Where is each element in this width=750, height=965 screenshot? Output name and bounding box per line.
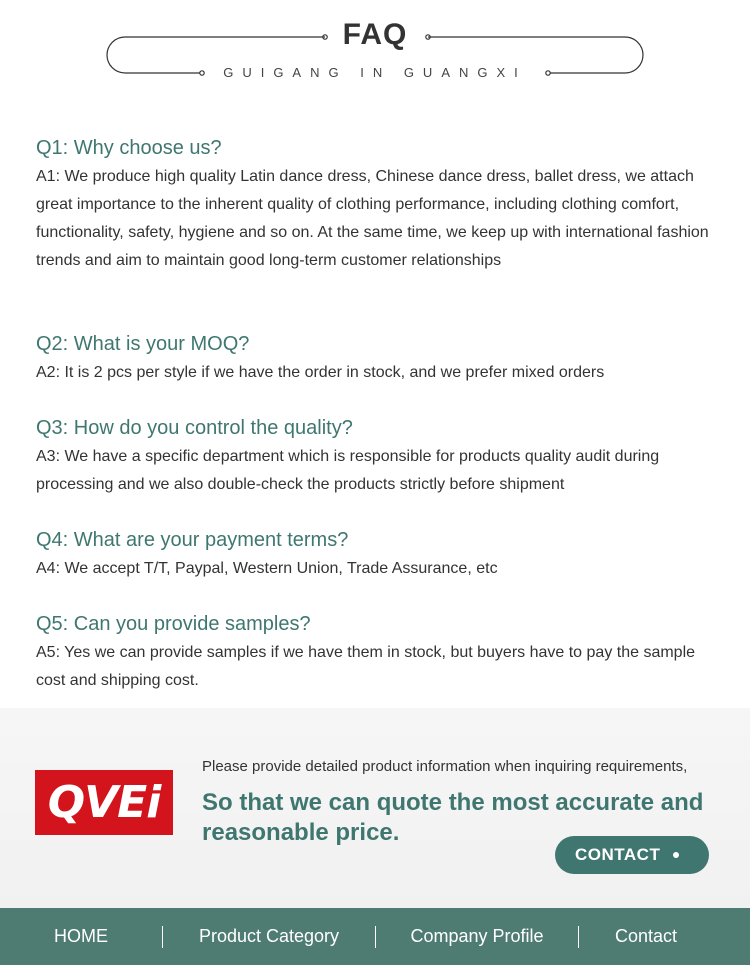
faq-question-3: Q3: How do you control the quality? (36, 417, 353, 439)
dot-icon (673, 852, 679, 858)
faq-item-1 (36, 133, 716, 275)
faq-item-4 (36, 525, 498, 583)
faq-answer-5: A5: Yes we can provide samples if we have them in stock, but buyers have to pay the sample cost and shipping cost. (36, 644, 696, 689)
header-frame-decoration (0, 0, 750, 110)
faq-question-5: Q5: Can you provide samples? (36, 613, 311, 635)
contact-banner (0, 708, 750, 908)
nav-item-home[interactable]: HOME (54, 926, 108, 946)
nav-item-product-category[interactable]: Product Category (198, 926, 340, 946)
footer-nav (0, 908, 750, 965)
banner-headline: So that we can quote the most accurate and reasonable price. (202, 789, 704, 846)
faq-item-3 (36, 413, 716, 499)
faq-answer-4: A4: We accept T/T, Paypal, Western Union, Trade Assurance, etc (36, 560, 498, 577)
faq-question-1: Q1: Why choose us? (36, 137, 222, 159)
faq-question-2: Q2: What is your MOQ? (36, 333, 250, 355)
page-title: FAQ (342, 18, 408, 51)
faq-header (0, 0, 750, 110)
nav-item-company-profile[interactable]: Company Profile (410, 926, 544, 946)
nav-item-contact[interactable]: Contact (614, 926, 678, 946)
contact-button-label: CONTACT (575, 845, 661, 864)
faq-answer-3: A3: We have a specific department which is responsible for products quality audit during processing and we also double-check the products strictly before shipment (36, 448, 660, 493)
brand-logo: QVEi (35, 770, 173, 835)
contact-button[interactable] (555, 836, 709, 874)
faq-question-4: Q4: What are your payment terms? (36, 529, 349, 551)
page-subtitle: GUIGANG IN GUANGXI (223, 65, 527, 80)
banner-notice: Please provide detailed product information when inquiring requirements, (202, 758, 688, 775)
faq-answer-2: A2: It is 2 pcs per style if we have the order in stock, and we prefer mixed orders (36, 364, 605, 381)
faq-item-5 (36, 609, 716, 695)
faq-item-2 (36, 329, 604, 387)
faq-answer-1: A1: We produce high quality Latin dance dress, Chinese dance dress, ballet dress, we attach great importance to the inherent quality of clothing performance, including clothing comfort, functionality, safety, hygiene and so on. At the same time, we keep up with international fashion trends and aim to maintain good long-term customer relationships (36, 168, 709, 269)
